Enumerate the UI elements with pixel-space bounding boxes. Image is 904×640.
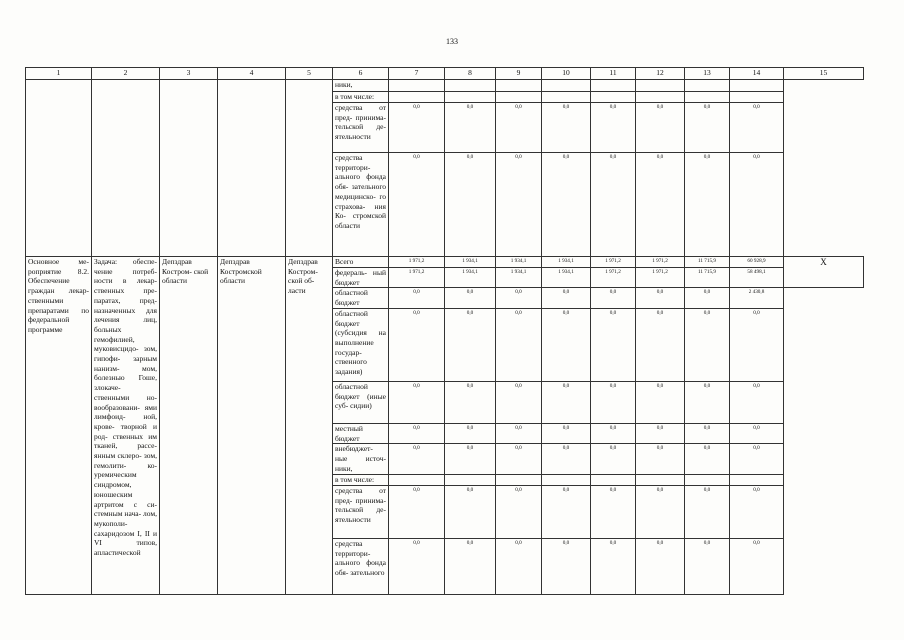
cell-value: 0,0 — [703, 289, 711, 296]
cell-value: 0,0 — [562, 486, 570, 493]
value-cell — [730, 288, 784, 308]
cell-value: 11 715,9 — [698, 269, 716, 275]
cell-value: 1 971,2 — [652, 269, 668, 275]
activity-name: Основное ме- роприятие 8.2. Обеспечение граждан лекар- ственными препаратами по федеральной программе — [26, 257, 92, 595]
value-cell — [542, 308, 591, 381]
funding-source-label: в том числе: — [333, 475, 389, 486]
value-cell — [389, 485, 445, 538]
value-cell — [591, 423, 636, 443]
cell-value: 0,0 — [609, 289, 617, 296]
value-cell — [636, 444, 685, 475]
cell-value: 0,0 — [515, 382, 522, 389]
value-cell — [730, 485, 784, 538]
cell-value: 0,0 — [466, 104, 474, 110]
cell-value: 0,0 — [753, 104, 760, 110]
column-header: 11 — [591, 68, 636, 80]
empty-cell — [784, 288, 864, 595]
cell-value: 0,0 — [753, 539, 760, 546]
cell-value: 0,0 — [562, 445, 570, 452]
empty-cell — [542, 92, 591, 103]
value-cell — [389, 268, 445, 288]
value-cell — [636, 288, 685, 308]
cell-value: 0,0 — [703, 424, 711, 431]
column-header: 2 — [92, 68, 160, 80]
value-cell — [636, 153, 685, 257]
value-cell — [685, 538, 730, 594]
value-cell — [591, 308, 636, 381]
header-row — [26, 68, 864, 80]
column-header: 13 — [685, 68, 730, 80]
column-header: 1 — [26, 68, 92, 80]
column-header: 7 — [389, 68, 445, 80]
cell-value: 0,0 — [703, 486, 711, 493]
cell-value: 0,0 — [466, 539, 474, 546]
empty-cell — [445, 92, 496, 103]
cell-value: 0,0 — [703, 539, 711, 546]
column-header: 3 — [160, 68, 218, 80]
cell-value: 0,0 — [656, 309, 664, 316]
value-cell — [685, 103, 730, 153]
responsible-executor: Депздрав Костром- ской области — [160, 257, 218, 595]
cell-value: 0,0 — [515, 104, 522, 110]
cell-value: 0,0 — [656, 382, 664, 389]
value-cell — [730, 308, 784, 381]
value-cell — [496, 423, 542, 443]
cell-value: 1 971,2 — [408, 269, 425, 275]
cell-value: 0,0 — [466, 445, 474, 452]
value-cell — [496, 288, 542, 308]
funding-source-label: областной бюджет (иные суб- сидии) — [333, 381, 389, 423]
value-cell — [389, 444, 445, 475]
funding-source-label: внебюджет- ные источ- ники, — [333, 444, 389, 475]
value-cell — [496, 153, 542, 257]
value-cell — [685, 485, 730, 538]
cell-value: 0,0 — [609, 154, 617, 160]
cell-value: 1 934,1 — [558, 258, 574, 264]
cell-value: 0,0 — [703, 104, 711, 110]
empty-cell — [730, 80, 784, 92]
cell-value: 0,0 — [609, 539, 617, 546]
cell-value: 0,0 — [609, 104, 617, 110]
value-cell — [389, 153, 445, 257]
funding-source-label: областной бюджет (субсидия на выполнение государ- ственного задания) — [333, 308, 389, 381]
column-header: 5 — [286, 68, 333, 80]
cell-value: 60 928,9 — [747, 258, 766, 264]
value-cell — [542, 268, 591, 288]
empty-cell — [92, 80, 160, 257]
empty-cell — [26, 80, 92, 257]
column-header: 8 — [445, 68, 496, 80]
value-cell — [389, 288, 445, 308]
cell-value: 0,0 — [562, 104, 570, 110]
funding-source-label: средства территори- ального фонда обя- зательного медицинско- го страхова- ния Ко- стромской области — [333, 153, 389, 257]
value-cell — [389, 381, 445, 423]
value-cell — [636, 381, 685, 423]
value-cell — [445, 444, 496, 475]
cell-value: 58 498,1 — [747, 269, 766, 275]
empty-cell — [591, 80, 636, 92]
value-cell — [445, 485, 496, 538]
cell-value: 0,0 — [703, 154, 711, 160]
column-header: 10 — [542, 68, 591, 80]
cell-value: 0,0 — [703, 445, 711, 452]
value-cell — [636, 308, 685, 381]
cell-value: 0,0 — [466, 154, 474, 160]
empty-cell — [445, 475, 496, 486]
funding-source-label: федераль- ный бюджет — [333, 268, 389, 288]
column-header: 15 — [784, 68, 864, 80]
cell-value: 0,0 — [515, 309, 522, 316]
cell-value: 0,0 — [466, 382, 474, 389]
cell-value: 0,0 — [413, 309, 420, 316]
value-cell — [445, 288, 496, 308]
cell-value: 0,0 — [753, 424, 760, 431]
column-header: 12 — [636, 68, 685, 80]
empty-cell — [730, 92, 784, 103]
cell-value: 0,0 — [656, 539, 664, 546]
cell-value: 0,0 — [413, 289, 420, 296]
value-cell — [685, 423, 730, 443]
cell-value: 0,0 — [515, 424, 522, 431]
value-cell — [636, 423, 685, 443]
value-cell — [730, 153, 784, 257]
value-cell — [730, 268, 784, 288]
value-cell — [685, 444, 730, 475]
value-cell — [636, 268, 685, 288]
value-cell — [389, 308, 445, 381]
table-row — [26, 80, 864, 92]
cell-value: 0,0 — [703, 309, 711, 316]
value-cell — [389, 423, 445, 443]
value-cell — [591, 444, 636, 475]
value-cell — [445, 103, 496, 153]
cell-value: 1 934,1 — [462, 258, 478, 264]
task-description: Задача: обеспе- чение потреб- ности в лекар- ственных пре- паратах, пред- назначенных для лечения лиц, больных гемофилией, муковисцидо- зом, гипофи- зарным нанизм- мом, болезнью Гоше, злокаче- ственными но- вообразовани- ями лимфоид- ной, крове- творной и род- ственных им тканей, рассе- янным склеро- зом, гемолити- ко- уремическим синдромом, юношеским артритом с си- стемным нача- лом, мукополи- сахаридозом I, II и VI типов, апластической — [92, 257, 160, 595]
empty-cell — [591, 475, 636, 486]
value-cell — [445, 381, 496, 423]
empty-cell — [389, 475, 445, 486]
cell-value: 2 430,8 — [748, 289, 765, 296]
cell-value: 0,0 — [515, 445, 522, 452]
value-cell — [685, 288, 730, 308]
cell-value: 0,0 — [656, 486, 664, 493]
value-cell — [389, 257, 445, 268]
value-cell — [730, 257, 784, 268]
value-cell — [591, 381, 636, 423]
funding-source-label: местный бюджет — [333, 423, 389, 443]
cell-value: 0,0 — [562, 289, 570, 296]
value-cell — [591, 538, 636, 594]
cell-value: 1 934,1 — [558, 269, 574, 275]
cell-value: 1 934,1 — [510, 258, 527, 264]
empty-cell — [286, 80, 333, 257]
column-header: 4 — [218, 68, 286, 80]
table-row — [26, 257, 864, 268]
funding-source-label: средства от пред- принима- тельской де- ятельности — [333, 103, 389, 153]
cell-value: 0,0 — [562, 154, 570, 160]
empty-cell — [636, 80, 685, 92]
empty-cell — [542, 80, 591, 92]
value-cell — [496, 308, 542, 381]
empty-cell — [389, 80, 445, 92]
value-cell — [445, 153, 496, 257]
funding-source-label: Всего — [333, 257, 389, 268]
cell-value: 0,0 — [703, 382, 711, 389]
value-cell — [636, 485, 685, 538]
value-cell — [636, 538, 685, 594]
value-cell — [496, 444, 542, 475]
value-cell — [591, 153, 636, 257]
cell-value: 0,0 — [562, 539, 570, 546]
empty-cell — [636, 475, 685, 486]
cell-value: 0,0 — [753, 486, 760, 493]
cell-value: 0,0 — [656, 289, 664, 296]
cell-value: 1 971,2 — [408, 258, 425, 264]
value-cell — [591, 257, 636, 268]
cell-value: 0,0 — [562, 382, 570, 389]
value-cell — [496, 485, 542, 538]
value-cell — [542, 538, 591, 594]
funding-source-label: в том числе: — [333, 92, 389, 103]
cell-value: 1 934,1 — [510, 269, 527, 275]
empty-cell — [496, 92, 542, 103]
cell-value: 0,0 — [656, 424, 664, 431]
cell-value: 1 971,2 — [605, 269, 621, 275]
value-cell — [542, 257, 591, 268]
cell-value: 1 934,1 — [462, 269, 478, 275]
value-cell — [730, 381, 784, 423]
empty-cell — [730, 475, 784, 486]
value-cell — [591, 288, 636, 308]
value-cell — [542, 423, 591, 443]
co-executor: Депздрав Костромской области — [218, 257, 286, 595]
value-cell — [496, 103, 542, 153]
cell-value: 0,0 — [515, 486, 522, 493]
cell-value: 0,0 — [656, 104, 664, 110]
column-header: 14 — [730, 68, 784, 80]
value-cell — [730, 444, 784, 475]
empty-cell — [636, 92, 685, 103]
cell-value: 0,0 — [466, 486, 474, 493]
empty-cell — [445, 80, 496, 92]
cell-value: 0,0 — [413, 154, 420, 160]
cell-value: 0,0 — [413, 104, 420, 110]
value-cell — [685, 381, 730, 423]
empty-cell — [784, 80, 864, 257]
column-header: 6 — [333, 68, 389, 80]
indicator-mark: X — [784, 257, 864, 288]
cell-value: 0,0 — [609, 424, 617, 431]
empty-cell — [591, 92, 636, 103]
cell-value: 0,0 — [753, 154, 760, 160]
value-cell — [542, 153, 591, 257]
cell-value: 0,0 — [753, 445, 760, 452]
cell-value: 1 971,2 — [605, 258, 621, 264]
funding-source-label: средства от пред- принима- тельской де- ятельности — [333, 485, 389, 538]
funding-source-label: областной бюджет — [333, 288, 389, 308]
cell-value: 0,0 — [466, 289, 474, 296]
value-cell — [389, 103, 445, 153]
value-cell — [389, 538, 445, 594]
participant: Депздрав Костром- ской об- ласти — [286, 257, 333, 595]
value-cell — [685, 153, 730, 257]
cell-value: 0,0 — [413, 486, 420, 493]
cell-value: 0,0 — [413, 539, 420, 546]
value-cell — [730, 423, 784, 443]
page-number: 133 — [446, 37, 458, 46]
funding-source-label: ники, — [333, 80, 389, 92]
value-cell — [685, 308, 730, 381]
empty-cell — [496, 475, 542, 486]
value-cell — [730, 538, 784, 594]
value-cell — [496, 268, 542, 288]
value-cell — [496, 381, 542, 423]
value-cell — [445, 423, 496, 443]
budget-table — [25, 67, 864, 595]
value-cell — [542, 381, 591, 423]
value-cell — [542, 444, 591, 475]
value-cell — [685, 268, 730, 288]
cell-value: 0,0 — [562, 424, 570, 431]
value-cell — [542, 288, 591, 308]
cell-value: 0,0 — [515, 154, 522, 160]
value-cell — [591, 268, 636, 288]
cell-value: 0,0 — [466, 424, 474, 431]
cell-value: 0,0 — [609, 382, 617, 389]
value-cell — [685, 257, 730, 268]
value-cell — [591, 485, 636, 538]
empty-cell — [685, 80, 730, 92]
funding-source-label: средства территори- ального фонда обя- зательного — [333, 538, 389, 594]
value-cell — [445, 257, 496, 268]
value-cell — [730, 103, 784, 153]
value-cell — [445, 268, 496, 288]
empty-cell — [685, 475, 730, 486]
cell-value: 0,0 — [515, 539, 522, 546]
cell-value: 0,0 — [562, 309, 570, 316]
cell-value: 0,0 — [609, 486, 617, 493]
cell-value: 0,0 — [413, 445, 420, 452]
cell-value: 0,0 — [609, 309, 617, 316]
cell-value: 0,0 — [413, 382, 420, 389]
column-header: 9 — [496, 68, 542, 80]
value-cell — [496, 538, 542, 594]
empty-cell — [389, 92, 445, 103]
cell-value: 0,0 — [515, 289, 522, 296]
value-cell — [636, 103, 685, 153]
empty-cell — [496, 80, 542, 92]
value-cell — [636, 257, 685, 268]
cell-value: 0,0 — [413, 424, 420, 431]
empty-cell — [218, 80, 286, 257]
cell-value: 0,0 — [656, 154, 664, 160]
value-cell — [591, 103, 636, 153]
value-cell — [445, 308, 496, 381]
cell-value: 1 971,2 — [652, 258, 668, 264]
cell-value: 0,0 — [753, 382, 760, 389]
cell-value: 0,0 — [466, 309, 474, 316]
empty-cell — [542, 475, 591, 486]
cell-value: 0,0 — [753, 309, 760, 316]
empty-cell — [160, 80, 218, 257]
value-cell — [542, 103, 591, 153]
value-cell — [542, 485, 591, 538]
cell-value: 0,0 — [656, 445, 664, 452]
cell-value: 11 715,9 — [698, 258, 716, 264]
value-cell — [496, 257, 542, 268]
empty-cell — [685, 92, 730, 103]
value-cell — [445, 538, 496, 594]
cell-value: 0,0 — [609, 445, 617, 452]
